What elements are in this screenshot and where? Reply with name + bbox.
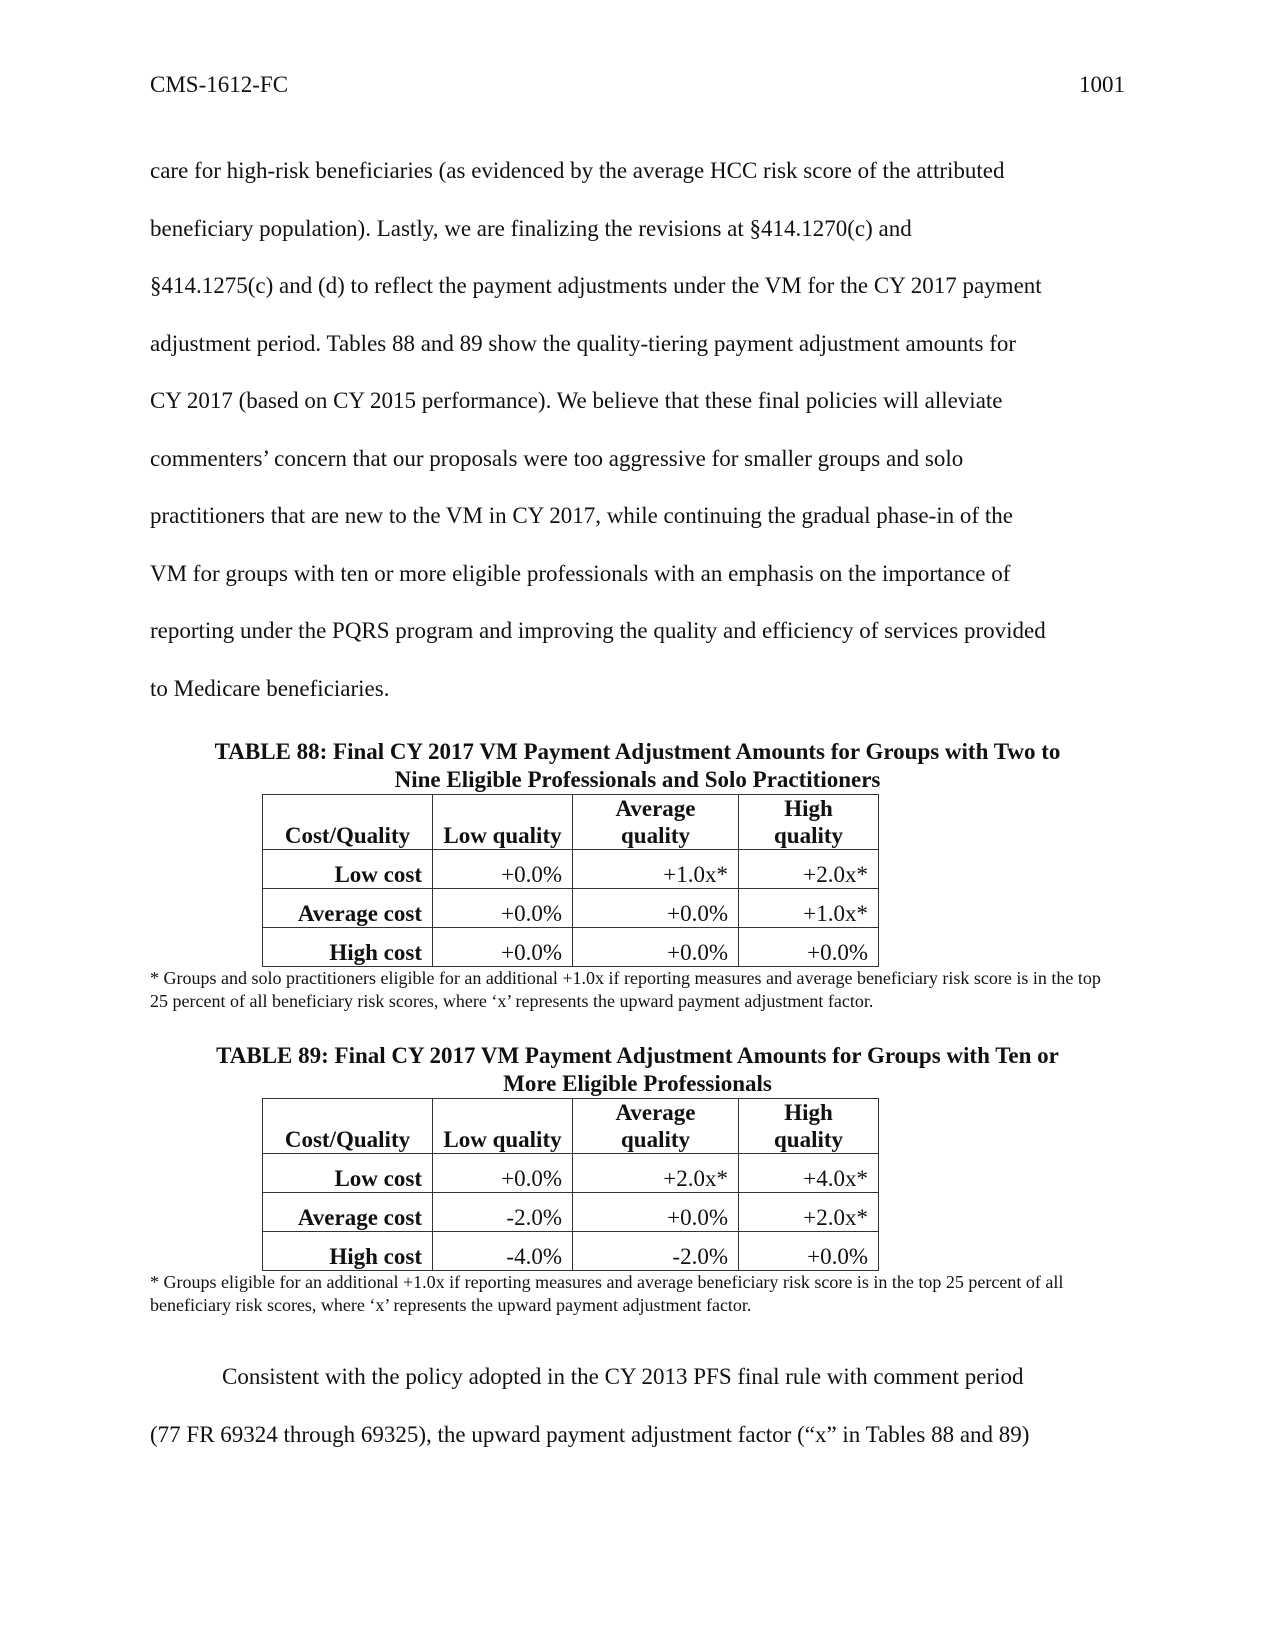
table-88-footnote: * Groups and solo practitioners eligible for an additional +1.0x if reporting measures and average beneficiary risk score is in the top 25 percent of all beneficiary risk scores, where ‘x’ represents the upward payment adjustment factor. [150, 968, 1101, 1011]
table-89-caption-line2: More Eligible Professionals [503, 1071, 772, 1096]
table-row [263, 1154, 879, 1193]
column-header: Low quality [433, 795, 573, 850]
table-cell: +0.0% [739, 1232, 879, 1271]
table-header-row [263, 795, 879, 850]
column-header: Cost/Quality [263, 1099, 433, 1154]
document-id: CMS-1612-FC [150, 72, 289, 97]
body-line: reporting under the PQRS program and improving the quality and efficiency of services provided [150, 618, 1046, 643]
row-label: Average cost [263, 889, 433, 928]
body-line: adjustment period. Tables 88 and 89 show the quality-tiering payment adjustment amounts for [150, 330, 1017, 356]
table-cell: +0.0% [573, 1193, 739, 1232]
column-header: Average quality [573, 1099, 739, 1154]
table-89-caption-line1: TABLE 89: Final CY 2017 VM Payment Adjustment Amounts for Groups with Ten or [216, 1043, 1059, 1068]
body-line: to Medicare beneficiaries. [150, 675, 390, 701]
table-cell: +0.0% [433, 850, 573, 889]
column-header: High quality [739, 1099, 879, 1154]
page-number: 1001 [1079, 72, 1125, 97]
table-row [263, 1193, 879, 1232]
row-label: Average cost [263, 1193, 433, 1232]
body-line: beneficiary population). Lastly, we are finalizing the revisions at §414.1270(c) and [150, 215, 912, 241]
column-header: Cost/Quality [263, 795, 433, 850]
column-header: Low quality [433, 1099, 573, 1154]
body-line: practitioners that are new to the VM in CY 2017, while continuing the gradual phase-in of the [150, 503, 1013, 528]
table-cell: +0.0% [573, 928, 739, 967]
table-cell: +0.0% [573, 889, 739, 928]
table-row [263, 850, 879, 889]
table-88 [262, 794, 879, 967]
row-label: High cost [263, 1232, 433, 1271]
table-header-row [263, 1099, 879, 1154]
table-cell: +0.0% [739, 928, 879, 967]
table-cell: +0.0% [433, 889, 573, 928]
table-cell: -2.0% [573, 1232, 739, 1271]
row-label: High cost [263, 928, 433, 967]
table-cell: +2.0x* [739, 1193, 879, 1232]
table-row [263, 928, 879, 967]
table-88-block [150, 738, 1125, 1013]
closing-paragraph [150, 1348, 1125, 1463]
page-header [150, 72, 1125, 98]
table-cell: +4.0x* [739, 1154, 879, 1193]
table-cell: +0.0% [433, 928, 573, 967]
table-cell: -2.0% [433, 1193, 573, 1232]
body-line: care for high-risk beneficiaries (as evidenced by the average HCC risk score of the attributed [150, 158, 1005, 183]
table-89 [262, 1098, 879, 1271]
table-cell: +2.0x* [739, 850, 879, 889]
closing-line: (77 FR 69324 through 69325), the upward payment adjustment factor (“x” in Tables 88 and 89) [150, 1421, 1030, 1447]
table-89-footnote: * Groups eligible for an additional +1.0x if reporting measures and average beneficiary risk score is in the top 25 percent of all beneficiary risk scores, where ‘x’ represents the upward payment adjustment factor. [150, 1272, 1064, 1315]
table-cell: +1.0x* [573, 850, 739, 889]
table-88-caption-line1: TABLE 88: Final CY 2017 VM Payment Adjustment Amounts for Groups with Two to [214, 739, 1061, 764]
column-header: High quality [739, 795, 879, 850]
table-cell: +1.0x* [739, 889, 879, 928]
body-paragraph [150, 142, 1125, 717]
table-89-caption [150, 1042, 1125, 1098]
row-label: Low cost [263, 1154, 433, 1193]
table-cell: -4.0% [433, 1232, 573, 1271]
table-cell: +0.0% [433, 1154, 573, 1193]
table-cell: +2.0x* [573, 1154, 739, 1193]
table-88-caption [150, 738, 1125, 794]
body-line: §414.1275(c) and (d) to reflect the payment adjustments under the VM for the CY 2017 payment [150, 273, 1042, 298]
column-header: Average quality [573, 795, 739, 850]
closing-line: Consistent with the policy adopted in the CY 2013 PFS final rule with comment period [222, 1364, 1024, 1389]
body-line: VM for groups with ten or more eligible professionals with an emphasis on the importance of [150, 560, 1011, 586]
row-label: Low cost [263, 850, 433, 889]
body-line: commenters’ concern that our proposals were too aggressive for smaller groups and solo [150, 445, 964, 471]
table-row [263, 1232, 879, 1271]
table-89-block [150, 1042, 1125, 1317]
table-88-caption-line2: Nine Eligible Professionals and Solo Practitioners [394, 767, 881, 792]
body-line: CY 2017 (based on CY 2015 performance). We believe that these final policies will alleviate [150, 388, 1003, 413]
table-row [263, 889, 879, 928]
